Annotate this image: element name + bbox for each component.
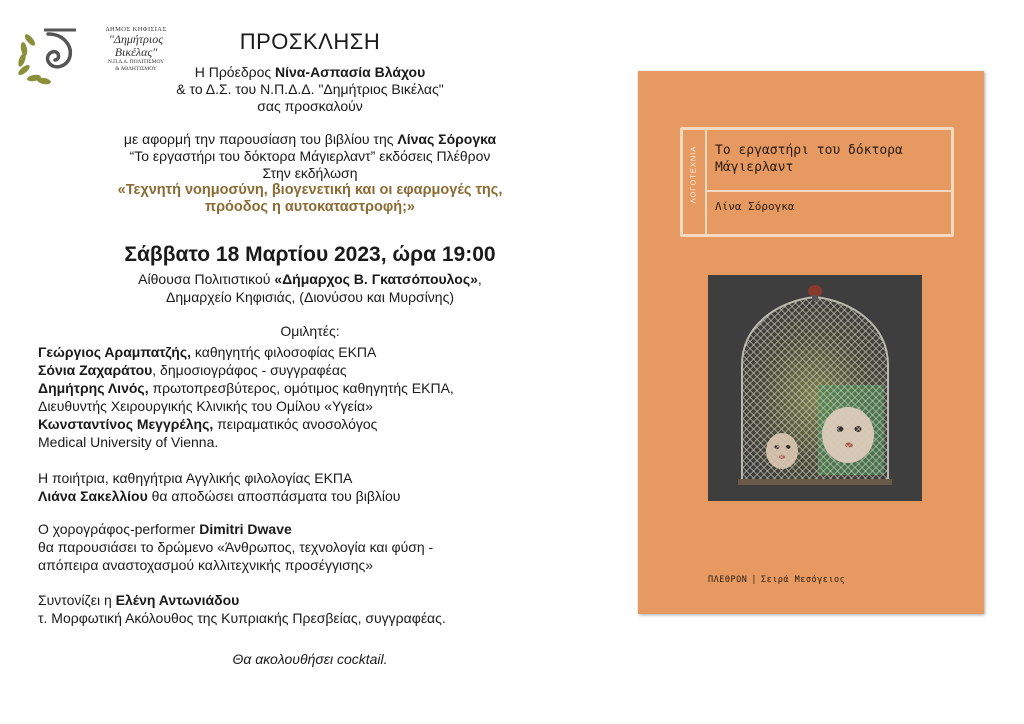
speaker-line: Medical University of Vienna. xyxy=(38,434,219,450)
event-intro: Στην εκδήλωση xyxy=(262,165,358,181)
invitation-heading: ΠΡΟΣΚΛΗΣΗ xyxy=(239,29,381,54)
event-date: Σάββατο 18 Μαρτίου 2023, ώρα 19:00 xyxy=(124,243,496,266)
venue-line: Αίθουσα Πολιτιστικού «Δήμαρχος Β. Γκατσόπουλος», xyxy=(138,271,482,287)
organization-name: ΔΗΜΟΣ ΚΗΦΙΣΙΑΣ "Δημήτριος Βικέλας" Ν.Π.Δ.Δ. ΠΟΛΙΤΙΣΜΟΥ & ΑΘΛΗΤΙΣΜΟΥ xyxy=(105,26,167,72)
address-line: Δημαρχείο Κηφισιάς, (Διονύσου και Μυρσίνης) xyxy=(165,289,454,305)
performance-line: απόπειρα αναστοχασμού καλλιτεχνικής προσέγγισης» xyxy=(38,557,374,573)
book-line: “Το εργαστήρι του δόκτορα Μάγιερλαντ” εκδόσεις Πλέθρον xyxy=(129,148,491,164)
invite-line: σας προσκαλούν xyxy=(257,98,363,114)
closing-line: Θα ακολουθήσει cocktail. xyxy=(232,651,388,667)
cover-series-strip xyxy=(683,130,707,234)
dolls-in-wire-cage-photo xyxy=(708,275,922,501)
moderator-line: Συντονίζει η Ελένη Αντωνιάδου xyxy=(38,592,240,608)
cover-divider xyxy=(705,190,951,192)
poet-line: Η ποιήτρια, καθηγήτρια Αγγλικής φιλολογίας ΕΚΠΑ xyxy=(38,470,353,486)
cover-publisher: ΠΛΕΘΡΟΝ | Σειρά Μεσόγειος xyxy=(708,575,846,585)
board-line: & το Δ.Σ. του Ν.Π.Δ.Δ. "Δημήτριος Βικέλας" xyxy=(176,81,444,97)
moderator-role-line: τ. Μορφωτική Ακόλουθος της Κυπριακής Πρεσβείας, συγγραφέας. xyxy=(38,610,446,626)
speaker-line: Γεώργιος Αραμπατζής, καθηγητής φιλοσοφίας ΕΚΠΑ xyxy=(38,344,377,360)
event-title-line1: «Τεχνητή νοημοσύνη, βιογενετική και οι εφαρμογές της, xyxy=(117,182,503,198)
cover-series-label: ΛΟΓΟΤΕΧΝΙΑ xyxy=(688,145,698,204)
speaker-line: Κωνσταντίνος Μεγγρέλης, πειραματικός ανοσολόγος xyxy=(38,416,378,432)
cover-author: Λίνα Σόρογκα xyxy=(715,200,795,213)
book-cover xyxy=(638,71,984,614)
speaker-line: Δημήτρης Λινός, πρωτοπρεσβύτερος, ομότιμος καθηγητής ΕΚΠΑ, xyxy=(38,380,454,396)
speaker-line: Σόνια Ζαχαράτου, δημοσιογράφος - συγγραφέας xyxy=(38,362,347,378)
choreographer-line: Ο χορογράφος-performer Dimitri Dwave xyxy=(38,521,292,537)
event-title-line2: πρόοδος η αυτοκαταστροφή;» xyxy=(204,199,415,215)
poet-reading-line: Λιάνα Σακελλίου θα αποδώσει αποσπάσματα του βιβλίου xyxy=(38,488,401,504)
speaker-line: Διευθυντής Χειρουργικής Κλινικής του Ομίλου «Υγεία» xyxy=(38,398,373,414)
performance-line: θα παρουσιάσει το δρώμενο «Άνθρωπος, τεχνολογία και φύση - xyxy=(38,539,434,555)
cover-title-box xyxy=(680,127,954,237)
host-line: Η Πρόεδρος Νίνα-Ασπασία Βλάχου xyxy=(194,64,426,80)
cover-book-title: Το εργαστήρι του δόκτορα Μάγιερλαντ xyxy=(715,143,903,175)
speakers-heading: Ομιλητές: xyxy=(280,323,340,339)
occasion-line: με αφορμή την παρουσίαση του βιβλίου της Λίνας Σόρογκα xyxy=(123,131,497,147)
